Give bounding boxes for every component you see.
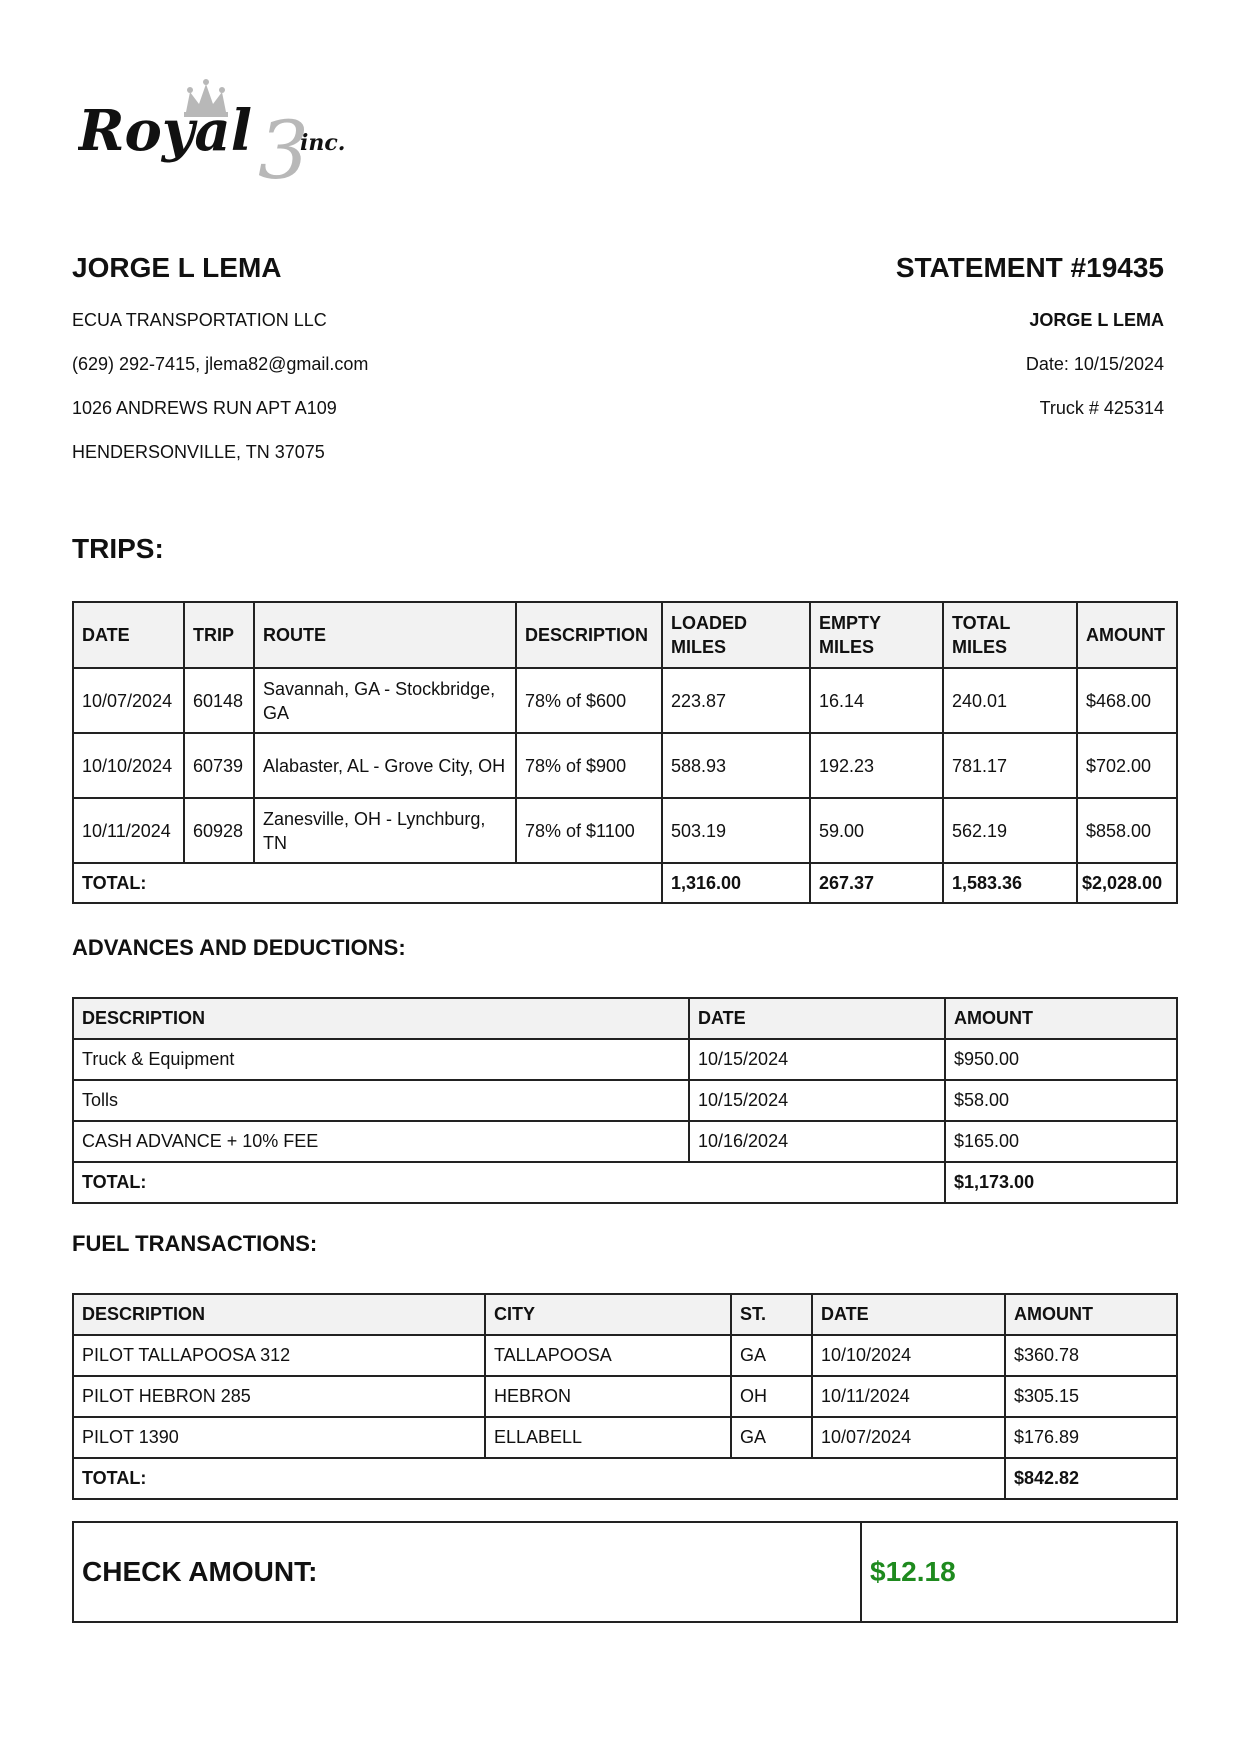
trips-total-empty-miles: 267.37 (810, 863, 943, 903)
advances-table (72, 997, 1178, 1204)
royal-3-inc-logo (78, 78, 378, 188)
fuel-city: TALLAPOOSA (485, 1335, 731, 1376)
company-logo (78, 78, 378, 188)
trip-description: 78% of $900 (516, 733, 662, 798)
trips-total-total-miles: 1,583.36 (943, 863, 1077, 903)
fuel-date: 10/11/2024 (812, 1376, 1005, 1417)
table-row (73, 1039, 1177, 1080)
fuel-state: OH (731, 1376, 812, 1417)
table-row (73, 1376, 1177, 1417)
advances-header-date: DATE (689, 998, 945, 1039)
check-amount-label: CHECK AMOUNT: (73, 1522, 861, 1622)
fuel-state: GA (731, 1335, 812, 1376)
statement-title: STATEMENT #19435 (895, 252, 1164, 283)
advance-amount: $58.00 (945, 1080, 1177, 1121)
fuel-total-amount: $842.82 (1005, 1458, 1177, 1499)
trip-route: Zanesville, OH - Lynchburg, TN (254, 798, 516, 863)
trip-amount: $858.00 (1077, 798, 1177, 863)
svg-text:Royal: Royal (78, 98, 252, 164)
driver-company: ECUA TRANSPORTATION LLC (72, 310, 327, 330)
fuel-header-amount: AMOUNT (1005, 1294, 1177, 1335)
table-row (73, 1335, 1177, 1376)
trips-header-trip: TRIP (184, 602, 254, 668)
statement-date: Date: 10/15/2024 (1025, 354, 1164, 374)
statement-truck: Truck # 425314 (1039, 398, 1164, 418)
fuel-amount: $176.89 (1005, 1417, 1177, 1458)
fuel-total-row (73, 1458, 1177, 1499)
trips-header-total-miles: TOTAL MILES (943, 602, 1077, 668)
trip-amount: $468.00 (1077, 668, 1177, 733)
driver-name: JORGE L LEMA (72, 252, 282, 283)
trip-total-miles: 781.17 (943, 733, 1077, 798)
driver-address-line-2: HENDERSONVILLE, TN 37075 (72, 442, 325, 462)
fuel-city: ELLABELL (485, 1417, 731, 1458)
check-amount-row (73, 1522, 1177, 1622)
trip-loaded-miles: 223.87 (662, 668, 810, 733)
fuel-header-state: ST. (731, 1294, 812, 1335)
trips-total-loaded-miles: 1,316.00 (662, 863, 810, 903)
svg-text:inc.: inc. (300, 130, 346, 156)
fuel-header-date: DATE (812, 1294, 1005, 1335)
trips-header-date: DATE (73, 602, 184, 668)
trip-number: 60148 (184, 668, 254, 733)
advance-amount: $165.00 (945, 1121, 1177, 1162)
fuel-state: GA (731, 1417, 812, 1458)
advance-amount: $950.00 (945, 1039, 1177, 1080)
advances-total-amount: $1,173.00 (945, 1162, 1177, 1203)
trip-description: 78% of $600 (516, 668, 662, 733)
trips-total-amount: $2,028.00 (1077, 863, 1177, 903)
fuel-section-title: FUEL TRANSACTIONS: (72, 1231, 318, 1256)
trip-date: 10/07/2024 (73, 668, 184, 733)
fuel-description: PILOT HEBRON 285 (73, 1376, 485, 1417)
trips-section-title: TRIPS: (72, 533, 164, 564)
driver-info (72, 250, 632, 474)
trip-loaded-miles: 503.19 (662, 798, 810, 863)
trips-table (72, 601, 1178, 904)
driver-contact: (629) 292-7415, jlema82@gmail.com (72, 354, 369, 374)
trip-date: 10/11/2024 (73, 798, 184, 863)
fuel-amount: $360.78 (1005, 1335, 1177, 1376)
trip-empty-miles: 16.14 (810, 668, 943, 733)
trip-empty-miles: 59.00 (810, 798, 943, 863)
svg-text:3: 3 (258, 104, 309, 188)
fuel-header-description: DESCRIPTION (73, 1294, 485, 1335)
trip-route: Alabaster, AL - Grove City, OH (254, 733, 516, 798)
statement-info (604, 250, 1164, 430)
trips-header-amount: AMOUNT (1077, 602, 1177, 668)
trips-header-empty-miles: EMPTY MILES (810, 602, 943, 668)
fuel-description: PILOT TALLAPOOSA 312 (73, 1335, 485, 1376)
table-row (73, 733, 1177, 798)
advances-header-description: DESCRIPTION (73, 998, 689, 1039)
check-amount-box (72, 1521, 1178, 1623)
trips-total-label: TOTAL: (73, 863, 662, 903)
fuel-header-row (73, 1294, 1177, 1335)
advances-header-row (73, 998, 1177, 1039)
table-row (73, 1417, 1177, 1458)
check-amount-value: $12.18 (861, 1522, 1177, 1622)
trip-route: Savannah, GA - Stockbridge, GA (254, 668, 516, 733)
advances-section-title: ADVANCES AND DEDUCTIONS: (72, 935, 406, 960)
fuel-date: 10/10/2024 (812, 1335, 1005, 1376)
fuel-total-label: TOTAL: (73, 1458, 1005, 1499)
fuel-description: PILOT 1390 (73, 1417, 485, 1458)
advances-total-label: TOTAL: (73, 1162, 945, 1203)
advances-header-amount: AMOUNT (945, 998, 1177, 1039)
advance-date: 10/15/2024 (689, 1039, 945, 1080)
trips-header-description: DESCRIPTION (516, 602, 662, 668)
trip-empty-miles: 192.23 (810, 733, 943, 798)
fuel-amount: $305.15 (1005, 1376, 1177, 1417)
trip-number: 60928 (184, 798, 254, 863)
trip-total-miles: 562.19 (943, 798, 1077, 863)
table-row (73, 1121, 1177, 1162)
driver-address-line-1: 1026 ANDREWS RUN APT A109 (72, 398, 337, 418)
fuel-header-city: CITY (485, 1294, 731, 1335)
advance-date: 10/15/2024 (689, 1080, 945, 1121)
advance-description: Tolls (73, 1080, 689, 1121)
fuel-city: HEBRON (485, 1376, 731, 1417)
statement-driver-name: JORGE L LEMA (1029, 310, 1164, 330)
trip-description: 78% of $1100 (516, 798, 662, 863)
fuel-date: 10/07/2024 (812, 1417, 1005, 1458)
advances-total-row (73, 1162, 1177, 1203)
table-row (73, 668, 1177, 733)
table-row (73, 798, 1177, 863)
trips-total-row (73, 863, 1177, 903)
fuel-table (72, 1293, 1178, 1500)
trips-header-loaded-miles: LOADED MILES (662, 602, 810, 668)
trip-date: 10/10/2024 (73, 733, 184, 798)
trips-header-route: ROUTE (254, 602, 516, 668)
trip-total-miles: 240.01 (943, 668, 1077, 733)
trip-number: 60739 (184, 733, 254, 798)
trip-loaded-miles: 588.93 (662, 733, 810, 798)
advance-description: Truck & Equipment (73, 1039, 689, 1080)
trip-amount: $702.00 (1077, 733, 1177, 798)
advance-description: CASH ADVANCE + 10% FEE (73, 1121, 689, 1162)
table-row (73, 1080, 1177, 1121)
advance-date: 10/16/2024 (689, 1121, 945, 1162)
trips-header-row (73, 602, 1177, 668)
